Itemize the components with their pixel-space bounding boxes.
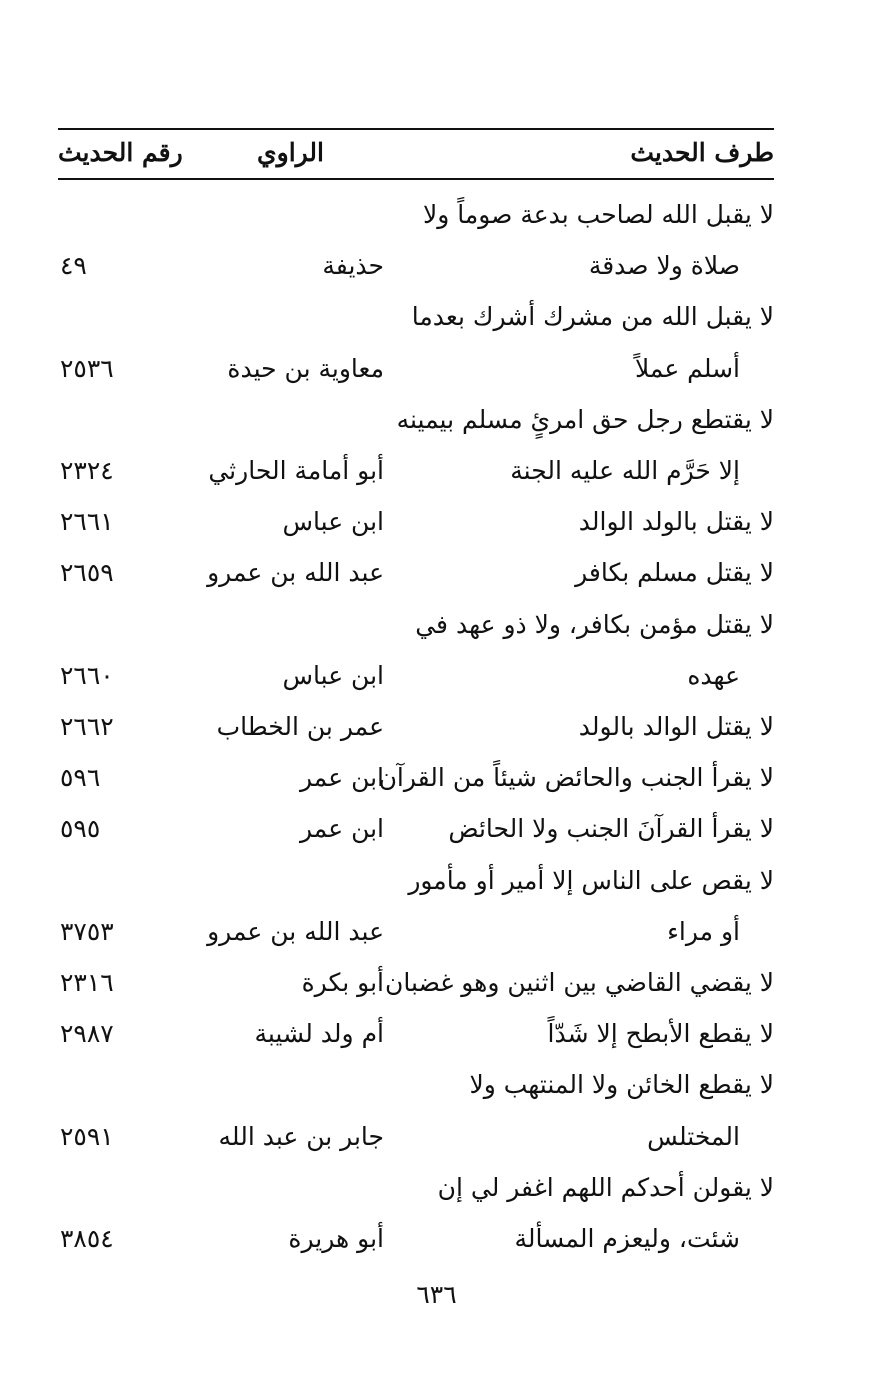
table-row (58, 302, 774, 342)
hadith-number: ٢٥٩١ (60, 1121, 114, 1151)
narrator: ابن عمر (299, 763, 384, 793)
hadith-number: ٤٩ (60, 251, 87, 281)
hadith-first-words-continued: إلا حَرَّم الله عليه الجنة (510, 456, 740, 485)
hadith-number: ٢٦٥٩ (60, 558, 114, 588)
narrator: أم ولد لشيبة (254, 1019, 384, 1049)
hadith-first-words-continued: عهده (687, 660, 740, 690)
table-row (58, 507, 774, 547)
hadith-first-words-continued: أسلم عملاً (634, 353, 740, 383)
narrator: ابن عباس (282, 507, 384, 537)
hadith-number: ٣٧٥٣ (60, 916, 114, 946)
hadith-first-words-continued: شئت، وليعزم المسألة (514, 1224, 740, 1253)
hadith-number: ٣٨٥٤ (60, 1224, 114, 1253)
table-row (58, 968, 774, 1008)
narrator: ابن عباس (282, 660, 384, 690)
page-number: ٦٣٦ (416, 1280, 457, 1309)
hadith-number: ٢٥٣٦ (60, 353, 114, 383)
hadith-first-words: لا يقبل الله من مشرك أشرك بعدما (411, 302, 774, 332)
hadith-first-words: لا يقتل بالولد الوالد (578, 507, 774, 537)
narrator: معاوية بن حيدة (227, 353, 384, 383)
hadith-first-words-continued: صلاة ولا صدقة (588, 251, 740, 281)
narrator: ابن عمر (299, 814, 384, 844)
narrator: عمر بن الخطاب (216, 712, 384, 741)
hadith-first-words: لا يقبل الله لصاحب بدعة صوماً ولا (422, 200, 774, 229)
narrator: عبد الله بن عمرو (207, 558, 384, 588)
table-row (58, 712, 774, 752)
table-row (58, 1224, 774, 1264)
hadith-first-words: لا يقتطع رجل حق امرئٍ مسلم بيمينه (396, 404, 774, 434)
table-row (58, 1019, 774, 1059)
hadith-number: ٥٩٥ (60, 814, 101, 844)
hadith-first-words: لا يقتل مسلم بكافر (575, 558, 774, 588)
hadith-number: ٢٦٦٠ (60, 660, 114, 690)
table-row (58, 814, 774, 854)
top-rule (58, 128, 774, 130)
hadith-number: ٢٦٦٢ (60, 712, 114, 741)
header-number: رقم الحديث (58, 138, 183, 167)
hadith-number: ٢٣١٦ (60, 968, 114, 997)
index-page (58, 128, 774, 1328)
hadith-first-words: لا يقضي القاضي بين اثنين وهو غضبان (385, 968, 774, 997)
table-row (58, 558, 774, 598)
header-rule (58, 178, 774, 180)
hadith-first-words-continued: المختلس (647, 1121, 740, 1151)
hadith-first-words: لا يقرأ الجنب والحائض شيئاً من القرآن (378, 763, 774, 793)
table-row (58, 1122, 774, 1162)
narrator: عبد الله بن عمرو (207, 916, 384, 946)
table-row (58, 251, 774, 291)
hadith-first-words: لا يقص على الناس إلا أمير أو مأمور (408, 865, 774, 895)
table-row (58, 763, 774, 803)
narrator: حذيفة (322, 251, 384, 281)
table-row (58, 1173, 774, 1213)
hadith-number: ٢٣٢٤ (60, 456, 114, 485)
table-row (58, 610, 774, 650)
table-row (58, 661, 774, 701)
header-narrator: الراوي (257, 138, 324, 167)
narrator: أبو هريرة (288, 1224, 384, 1253)
hadith-first-words: لا يقطع الأبطح إلا شَدّاً (547, 1019, 774, 1049)
table-row (58, 405, 774, 445)
table-row (58, 866, 774, 906)
hadith-number: ٥٩٦ (60, 763, 101, 793)
hadith-number: ٢٩٨٧ (60, 1019, 114, 1049)
table-row (58, 917, 774, 957)
header-first-words: طرف الحديث (630, 138, 774, 167)
hadith-number: ٢٦٦١ (60, 507, 114, 537)
hadith-first-words-continued: أو مراء (667, 916, 740, 946)
hadith-first-words: لا يقتل الوالد بالولد (578, 712, 774, 741)
hadith-first-words: لا يقولن أحدكم اللهم اغفر لي إن (437, 1172, 774, 1202)
hadith-first-words: لا يقرأ القرآنَ الجنب ولا الحائض (448, 814, 774, 844)
narrator: جابر بن عبد الله (218, 1121, 384, 1151)
table-row (58, 200, 774, 240)
table-row (58, 1070, 774, 1110)
narrator: أبو بكرة (301, 968, 384, 997)
table-row (58, 354, 774, 394)
hadith-first-words: لا يقطع الخائن ولا المنتهب ولا (469, 1070, 774, 1100)
hadith-first-words: لا يقتل مؤمن بكافر، ولا ذو عهد في (415, 609, 774, 639)
narrator: أبو أمامة الحارثي (208, 456, 384, 485)
table-row (58, 456, 774, 496)
